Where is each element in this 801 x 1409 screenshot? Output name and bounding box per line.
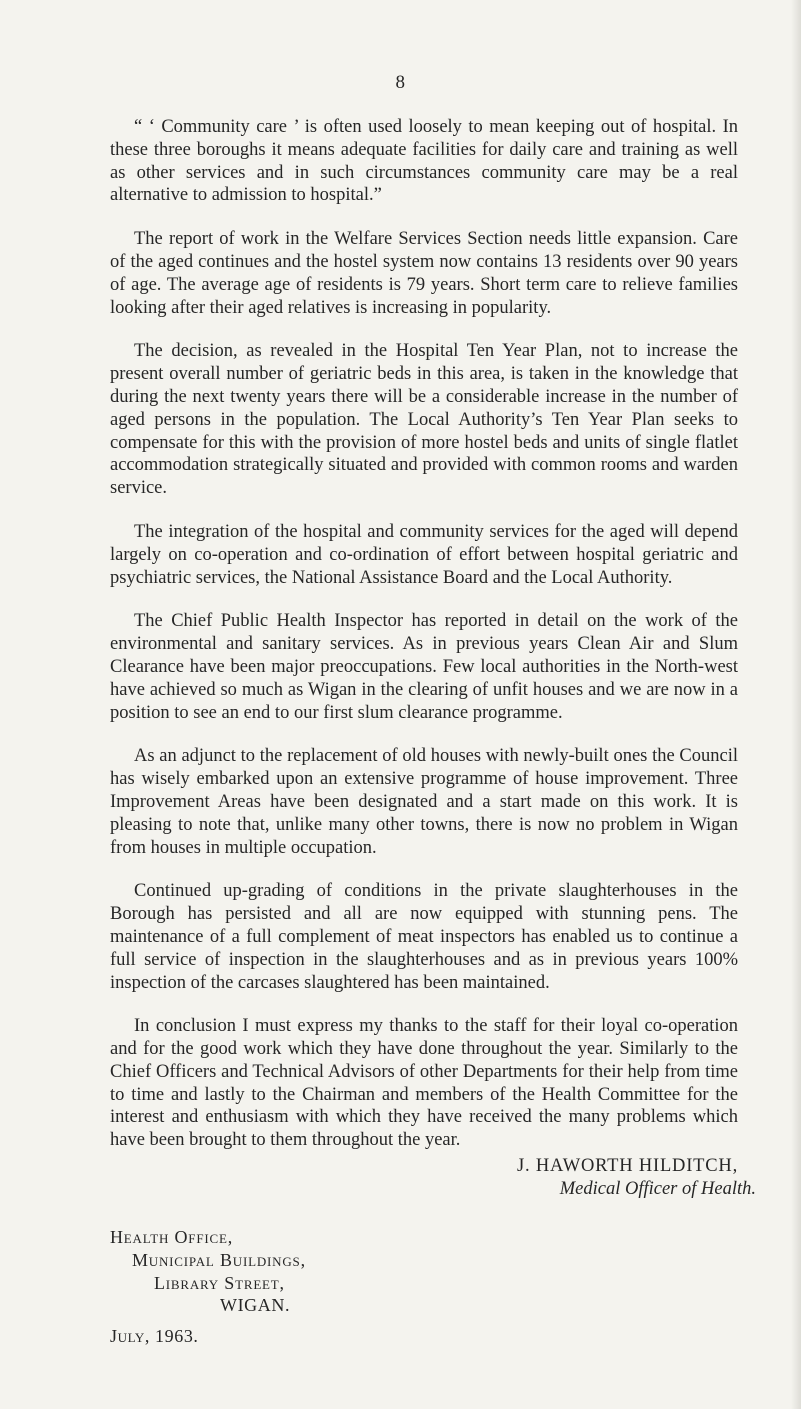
address-line: Municipal Buildings, [132,1249,306,1270]
address-line: Library Street, [154,1272,285,1293]
address-line: WIGAN. [220,1295,291,1316]
paragraph-house-improvement: As an adjunct to the replacement of old houses with newly-built ones the Council has wisely embarked upon an extensive programme of house improvement. Three Improvement Areas have been designated and a start made on this work. It is pleasing to note that, unlike many other towns, there is now no problem in Wigan from houses in multiple occupation. [110,746,738,858]
signatory-name: J. HAWORTH HILDITCH, [517,1156,738,1176]
page-edge-shadow [791,0,801,1409]
paragraph-conclusion: In conclusion I must express my thanks to the staff for their loyal co-operation and for the good work which they have done throughout the year. Similarly to the Chief Officers and Technical Advisors of other Departments for their help from time to time and lastly to the Chairman and members of the Health Committee for the interest and enthusiasm with which they have received the many problems which have been brought to them throughout the year. [110,1016,738,1151]
signatory-title: Medical Officer of Health. [559,1179,756,1199]
report-date: July, 1963. [110,1326,199,1346]
report-body [110,116,738,1152]
paragraph-slaughterhouses: Continued up-grading of conditions in the private slaughterhouses in the Borough has persisted and all are now equipped with stunning pens. The maintenance of a full complement of meat inspectors has enabled us to continue a full service of inspection in the slaughterhouses and as in previous years 100% inspection of the carcases slaughtered has been maintained. [110,881,738,993]
paragraph-integration: The integration of the hospital and community services for the aged will depend largely on co-operation and co-ordination of effort between hospital geriatric and psychiatric services, the National Assistance Board and the Local Authority. [110,521,738,588]
address-line: Health Office, [110,1227,234,1247]
paragraph-community-care-quote: “ ‘ Community care ’ is often used loosely to mean keeping out of hospital. In these three boroughs it means adequate facilities for daily care and training as well as other services and in such circumstances community care may be a real alternative to admission to hospital.” [110,117,738,206]
paragraph-welfare-services: The report of work in the Welfare Services Section needs little expansion. Care of the aged continues and the hostel system now contains 13 residents over 90 years of age. The average age of residents is 79 years. Short term care to relieve families looking after their aged relatives is increasing in popularity. [110,229,738,318]
page-number: 8 [395,72,406,93]
address-block [110,1226,306,1317]
paragraph-public-health-inspector: The Chief Public Health Inspector has reported in detail on the work of the environmental and sanitary services. As in previous years Clean Air and Slum Clearance have been major preoccupations. Few local authorities in the North-west have achieved so much as Wigan in the clearing of unfit houses and we are now in a position to see an end to our first slum clearance programme. [110,611,738,723]
paragraph-ten-year-plan: The decision, as revealed in the Hospital Ten Year Plan, not to increase the present overall number of geriatric beds in this area, is taken in the knowledge that during the next twenty years there will be a considerable increase in the number of aged persons in the population. The Local Authority’s Ten Year Plan seeks to compensate for this with the provision of more hostel beds and units of single flatlet accommodation strategically situated and provided with common rooms and warden service. [110,341,738,499]
